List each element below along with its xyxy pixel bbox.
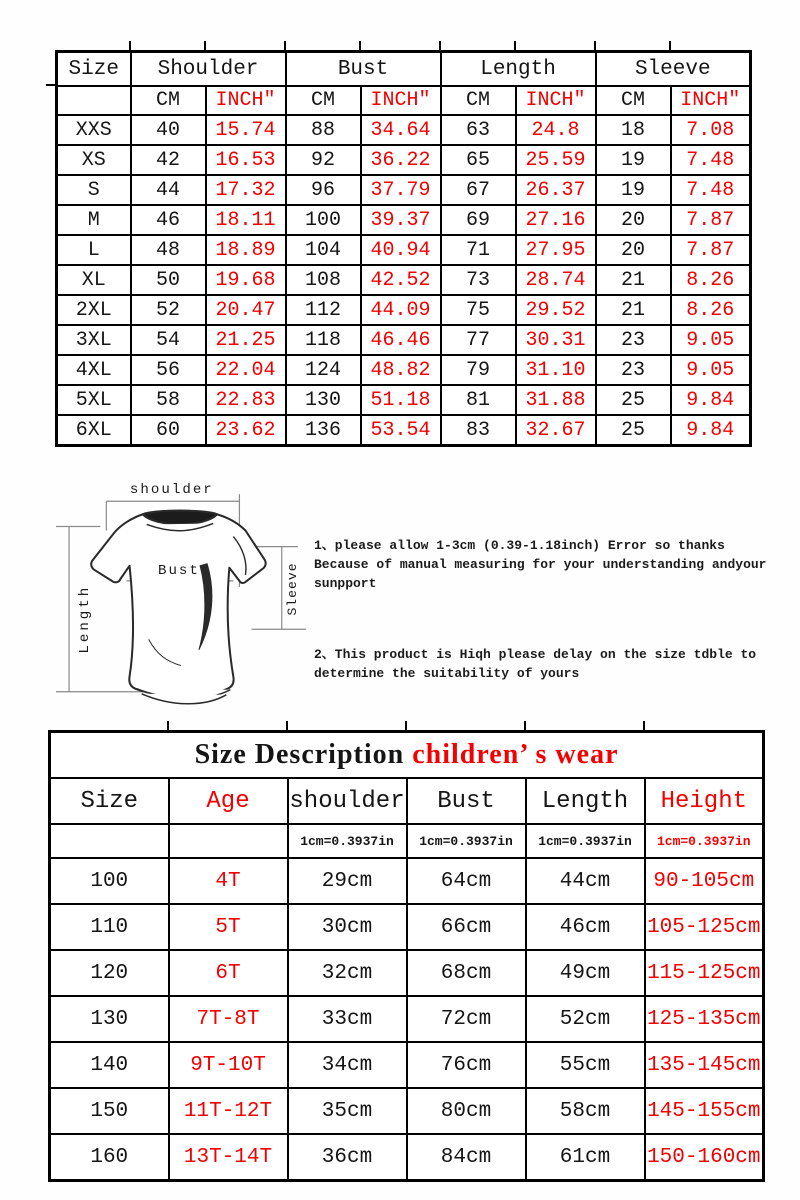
inch-value-cell: 22.83 — [206, 385, 286, 415]
bust-cell: 80cm — [407, 1088, 526, 1134]
inch-value-cell: 27.16 — [516, 205, 596, 235]
inch-value-cell: 7.48 — [671, 145, 751, 175]
children-table-row — [50, 1134, 764, 1181]
inch-value-cell: 22.04 — [206, 355, 286, 385]
cm-value-cell: 44 — [131, 175, 206, 205]
children-table-row — [50, 1042, 764, 1088]
cm-value-cell: 46 — [131, 205, 206, 235]
inch-value-cell: 39.37 — [361, 205, 441, 235]
cm-value-cell: 48 — [131, 235, 206, 265]
shoulder-label: shoulder — [129, 482, 214, 499]
inch-value-cell: 36.22 — [361, 145, 441, 175]
cm-value-cell: 67 — [441, 175, 516, 205]
size-label-cell: 2XL — [57, 295, 131, 325]
size-table-row — [57, 235, 751, 265]
height-cell: 135-145cm — [645, 1042, 764, 1088]
size-table-row — [57, 325, 751, 355]
size-table-row — [57, 355, 751, 385]
size-label-cell: 4XL — [57, 355, 131, 385]
inch-value-cell: 44.09 — [361, 295, 441, 325]
cm-value-cell: 20 — [596, 235, 671, 265]
inch-value-cell: 9.84 — [671, 415, 751, 446]
inch-value-cell: 30.31 — [516, 325, 596, 355]
cm-value-cell: 108 — [286, 265, 361, 295]
grid-tick — [204, 41, 206, 50]
height-cell: 105-125cm — [645, 904, 764, 950]
size-table-empty-header — [57, 86, 131, 115]
inch-value-cell: 26.37 — [516, 175, 596, 205]
cm-value-cell: 79 — [441, 355, 516, 385]
unit-conversion-cell: 1cm=0.3937in — [645, 824, 764, 858]
bust-cell: 64cm — [407, 858, 526, 904]
age-cell: 6T — [169, 950, 288, 996]
tshirt-measurement-diagram — [52, 468, 322, 720]
inch-value-cell: 7.48 — [671, 175, 751, 205]
inch-value-cell: 34.64 — [361, 115, 441, 145]
shoulder-cell: 34cm — [288, 1042, 407, 1088]
empty-cell — [169, 824, 288, 858]
bust-cell: 84cm — [407, 1134, 526, 1181]
children-col-header: Age — [169, 778, 288, 824]
inch-value-cell: 51.18 — [361, 385, 441, 415]
inch-value-cell: 42.52 — [361, 265, 441, 295]
size-label-cell: XS — [57, 145, 131, 175]
size-table-row — [57, 145, 751, 175]
cm-value-cell: 19 — [596, 145, 671, 175]
cm-value-cell: 83 — [441, 415, 516, 446]
inch-value-cell: 18.11 — [206, 205, 286, 235]
children-col-header: shoulder — [288, 778, 407, 824]
size-label-cell: 3XL — [57, 325, 131, 355]
cm-value-cell: 118 — [286, 325, 361, 355]
cm-value-cell: 25 — [596, 415, 671, 446]
cm-value-cell: 136 — [286, 415, 361, 446]
age-cell: 7T-8T — [169, 996, 288, 1042]
children-col-header: Size — [50, 778, 169, 824]
size-table-cm-header: CM — [131, 86, 206, 115]
cm-value-cell: 71 — [441, 235, 516, 265]
inch-value-cell: 17.32 — [206, 175, 286, 205]
size-table-group-header: Sleeve — [596, 52, 751, 87]
cm-value-cell: 63 — [441, 115, 516, 145]
inch-value-cell: 48.82 — [361, 355, 441, 385]
grid-tick — [46, 84, 55, 86]
children-col-header: Height — [645, 778, 764, 824]
cm-value-cell: 65 — [441, 145, 516, 175]
age-cell: 5T — [169, 904, 288, 950]
size-table-group-header: Length — [441, 52, 596, 87]
unit-conversion-cell: 1cm=0.3937in — [407, 824, 526, 858]
cm-value-cell: 21 — [596, 265, 671, 295]
size-table-cm-header: CM — [286, 86, 361, 115]
size-table-row — [57, 175, 751, 205]
children-table-row — [50, 904, 764, 950]
cm-value-cell: 130 — [286, 385, 361, 415]
cm-value-cell: 23 — [596, 355, 671, 385]
empty-cell — [50, 824, 169, 858]
size-label-cell: 5XL — [57, 385, 131, 415]
size-label-cell: L — [57, 235, 131, 265]
cm-value-cell: 88 — [286, 115, 361, 145]
inch-value-cell: 40.94 — [361, 235, 441, 265]
size-code-cell: 120 — [50, 950, 169, 996]
children-table-row — [50, 858, 764, 904]
cm-value-cell: 58 — [131, 385, 206, 415]
cm-value-cell: 69 — [441, 205, 516, 235]
cm-value-cell: 104 — [286, 235, 361, 265]
inch-value-cell: 37.79 — [361, 175, 441, 205]
length-cell: 61cm — [526, 1134, 645, 1181]
size-table-row — [57, 265, 751, 295]
cm-value-cell: 60 — [131, 415, 206, 446]
size-table-inch-header: INCH″ — [516, 86, 596, 115]
cm-value-cell: 50 — [131, 265, 206, 295]
size-table-group-header: Size — [57, 52, 131, 87]
unit-conversion-cell: 1cm=0.3937in — [526, 824, 645, 858]
height-cell: 150-160cm — [645, 1134, 764, 1181]
children-col-header: Bust — [407, 778, 526, 824]
grid-tick — [167, 721, 169, 730]
shoulder-cell: 36cm — [288, 1134, 407, 1181]
cm-value-cell: 23 — [596, 325, 671, 355]
size-table-row — [57, 385, 751, 415]
size-table-row — [57, 205, 751, 235]
cm-value-cell: 75 — [441, 295, 516, 325]
size-label-cell: S — [57, 175, 131, 205]
size-label-cell: XXS — [57, 115, 131, 145]
size-code-cell: 150 — [50, 1088, 169, 1134]
grid-tick — [669, 41, 671, 50]
age-cell: 9T-10T — [169, 1042, 288, 1088]
title-text-red: children’ s wear — [412, 739, 619, 770]
cm-value-cell: 77 — [441, 325, 516, 355]
bust-cell: 72cm — [407, 996, 526, 1042]
size-table-cm-header: CM — [441, 86, 516, 115]
cm-value-cell: 21 — [596, 295, 671, 325]
cm-value-cell: 19 — [596, 175, 671, 205]
inch-value-cell: 7.08 — [671, 115, 751, 145]
size-code-cell: 140 — [50, 1042, 169, 1088]
grid-tick — [405, 721, 407, 730]
inch-value-cell: 31.10 — [516, 355, 596, 385]
inch-value-cell: 8.26 — [671, 265, 751, 295]
cm-value-cell: 42 — [131, 145, 206, 175]
children-table-row — [50, 950, 764, 996]
cm-value-cell: 20 — [596, 205, 671, 235]
title-text-black: Size Description — [194, 739, 413, 770]
cm-value-cell: 81 — [441, 385, 516, 415]
length-cell: 46cm — [526, 904, 645, 950]
grid-tick — [439, 41, 441, 50]
cm-value-cell: 124 — [286, 355, 361, 385]
inch-value-cell: 20.47 — [206, 295, 286, 325]
children-table-row — [50, 1088, 764, 1134]
cm-value-cell: 54 — [131, 325, 206, 355]
size-code-cell: 160 — [50, 1134, 169, 1181]
inch-value-cell: 8.26 — [671, 295, 751, 325]
size-table-row — [57, 415, 751, 446]
bust-label: Bust — [157, 562, 200, 579]
children-table-title — [50, 732, 764, 779]
age-cell: 4T — [169, 858, 288, 904]
size-table-row — [57, 115, 751, 145]
length-cell: 52cm — [526, 996, 645, 1042]
inch-value-cell: 9.05 — [671, 355, 751, 385]
inch-value-cell: 15.74 — [206, 115, 286, 145]
bust-cell: 68cm — [407, 950, 526, 996]
measurement-notes — [314, 536, 788, 683]
inch-value-cell: 28.74 — [516, 265, 596, 295]
size-table-cm-header: CM — [596, 86, 671, 115]
inch-value-cell: 9.05 — [671, 325, 751, 355]
size-label-cell: 6XL — [57, 415, 131, 446]
size-table-group-header: Shoulder — [131, 52, 286, 87]
inch-value-cell: 29.52 — [516, 295, 596, 325]
grid-tick — [594, 41, 596, 50]
inch-value-cell: 24.8 — [516, 115, 596, 145]
age-cell: 11T-12T — [169, 1088, 288, 1134]
sleeve-label: Sleeve — [284, 562, 300, 616]
size-table-inch-header: INCH″ — [206, 86, 286, 115]
shoulder-cell: 35cm — [288, 1088, 407, 1134]
inch-value-cell: 7.87 — [671, 205, 751, 235]
grid-tick — [514, 41, 516, 50]
inch-value-cell: 9.84 — [671, 385, 751, 415]
size-table-row — [57, 295, 751, 325]
inch-value-cell: 21.25 — [206, 325, 286, 355]
grid-tick — [286, 721, 288, 730]
shoulder-cell: 33cm — [288, 996, 407, 1042]
shoulder-cell: 29cm — [288, 858, 407, 904]
cm-value-cell: 73 — [441, 265, 516, 295]
note-2: 2、This product is Hiqh please delay on the size tdble to determine the suitability of yours — [314, 647, 757, 681]
unit-conversion-cell: 1cm=0.3937in — [288, 824, 407, 858]
height-cell: 90-105cm — [645, 858, 764, 904]
tshirt-illustration — [52, 468, 322, 720]
note-1: 1、please allow 1-3cm (0.39-1.18inch) Error so thanks Because of manual measuring for your understanding andyour sunpport — [314, 538, 767, 591]
bust-cell: 76cm — [407, 1042, 526, 1088]
inch-value-cell: 25.59 — [516, 145, 596, 175]
height-cell: 125-135cm — [645, 996, 764, 1042]
size-label-cell: XL — [57, 265, 131, 295]
inch-value-cell: 7.87 — [671, 235, 751, 265]
size-table-group-header: Bust — [286, 52, 441, 87]
size-table-inch-header: INCH″ — [361, 86, 441, 115]
inch-value-cell: 31.88 — [516, 385, 596, 415]
grid-tick — [284, 41, 286, 50]
inch-value-cell: 32.67 — [516, 415, 596, 446]
cm-value-cell: 25 — [596, 385, 671, 415]
shoulder-cell: 30cm — [288, 904, 407, 950]
size-label-cell: M — [57, 205, 131, 235]
age-cell: 13T-14T — [169, 1134, 288, 1181]
cm-value-cell: 100 — [286, 205, 361, 235]
bust-cell: 66cm — [407, 904, 526, 950]
inch-value-cell: 18.89 — [206, 235, 286, 265]
inch-value-cell: 53.54 — [361, 415, 441, 446]
inch-value-cell: 23.62 — [206, 415, 286, 446]
size-code-cell: 130 — [50, 996, 169, 1042]
length-cell: 44cm — [526, 858, 645, 904]
cm-value-cell: 112 — [286, 295, 361, 325]
tshirt-outline — [91, 511, 265, 704]
cm-value-cell: 92 — [286, 145, 361, 175]
grid-tick — [524, 721, 526, 730]
children-col-header: Length — [526, 778, 645, 824]
height-cell: 145-155cm — [645, 1088, 764, 1134]
length-label: Length — [77, 584, 94, 654]
length-cell: 49cm — [526, 950, 645, 996]
children-table-row — [50, 996, 764, 1042]
length-cell: 58cm — [526, 1088, 645, 1134]
cm-value-cell: 18 — [596, 115, 671, 145]
size-code-cell: 110 — [50, 904, 169, 950]
cm-value-cell: 56 — [131, 355, 206, 385]
shoulder-cell: 32cm — [288, 950, 407, 996]
cm-value-cell: 40 — [131, 115, 206, 145]
inch-value-cell: 19.68 — [206, 265, 286, 295]
size-table-inch-header: INCH″ — [671, 86, 751, 115]
cm-value-cell: 52 — [131, 295, 206, 325]
height-cell: 115-125cm — [645, 950, 764, 996]
length-cell: 55cm — [526, 1042, 645, 1088]
grid-tick — [129, 41, 131, 50]
inch-value-cell: 16.53 — [206, 145, 286, 175]
adult-size-table — [55, 50, 752, 447]
cm-value-cell: 96 — [286, 175, 361, 205]
grid-tick — [359, 41, 361, 50]
children-size-table — [48, 730, 765, 1182]
grid-tick — [643, 721, 645, 730]
size-code-cell: 100 — [50, 858, 169, 904]
inch-value-cell: 27.95 — [516, 235, 596, 265]
inch-value-cell: 46.46 — [361, 325, 441, 355]
